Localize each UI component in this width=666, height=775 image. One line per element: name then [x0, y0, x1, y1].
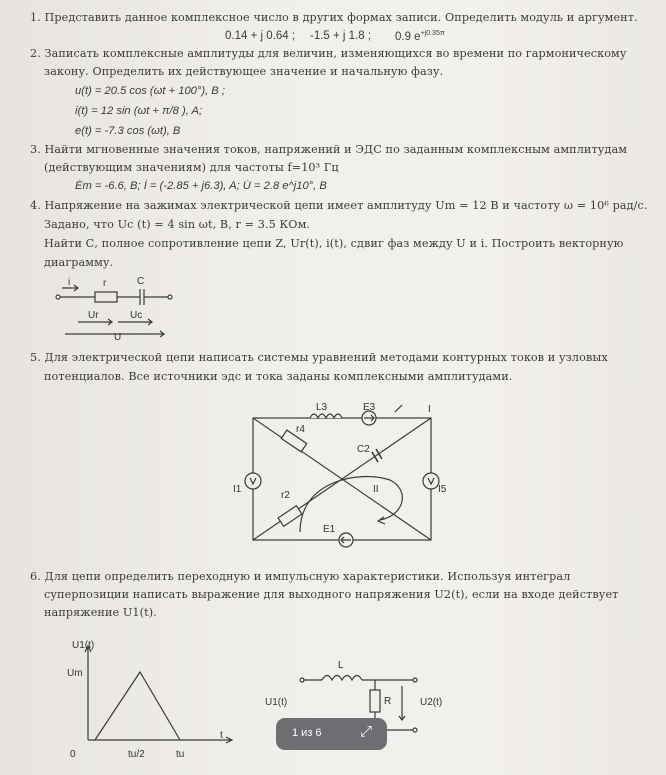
two-loop-circuit — [233, 402, 447, 547]
problem-4-line-2: Задано, что Uc (t) = 4 sin ωt, В, r = 3.5 КОм. — [44, 218, 311, 231]
resistor-r2 — [278, 506, 302, 527]
problem-1-number-3: 0.9 $e^{+j0.35\pi}$ — [395, 30, 445, 43]
problem-6-line-3: напряжение U1(t). — [44, 606, 157, 619]
rc-series-circuit — [56, 276, 172, 343]
graph-ylabel: U1(t) — [72, 640, 95, 651]
label-e3: E3 — [363, 402, 376, 413]
label-u1: U1(t) — [265, 697, 288, 708]
resistor-r — [95, 292, 117, 302]
label-uc: Uc — [130, 310, 143, 321]
label-c2: C2 — [357, 444, 370, 455]
graph-origin: 0 — [70, 749, 76, 760]
label-i5: I5 — [438, 484, 447, 495]
page-counter: 1 из 6 — [292, 727, 322, 739]
problem-4-line-1: 4. Напряжение на зажимах электрической цепи имеет амплитуду Um = 12 В и частоту ω = 10⁶ рад/с. — [30, 199, 648, 212]
current-source-i1 — [245, 473, 261, 489]
capacitor-c2 — [372, 452, 378, 462]
problem-2-line-1: 2. Записать комплексные амплитуды для величин, изменяющихся во времени по гармоническому — [30, 47, 627, 60]
problem-1-number-2: -1.5 + j 1.8 ; — [310, 30, 372, 42]
problem-5-line-2: потенциалов. Все источники эдс и тока заданы комплексными амплитудами. — [44, 370, 513, 383]
inductor-l3 — [310, 414, 342, 418]
problem-5-line-1: 5. Для электрической цепи написать системы уравнений методами контурных токов и узловых — [30, 351, 608, 364]
graph-um: Um — [67, 668, 83, 679]
problem-1-text: 1. Представить данное комплексное число в других формах записи. Определить модуль и аргумент. — [30, 11, 638, 24]
label-i: i — [68, 277, 71, 288]
page-indicator[interactable] — [276, 718, 387, 750]
label-ur: Ur — [88, 310, 99, 321]
label-r4: r4 — [296, 424, 305, 435]
problem-2-formula-i: i(t) = 12 sin (ωt + π/8 ), A; — [75, 105, 203, 117]
label-r2: r2 — [281, 490, 290, 501]
pulse-graph — [67, 640, 232, 760]
label-r: R — [384, 696, 392, 707]
current-source-i5 — [423, 473, 439, 489]
graph-t: t — [220, 730, 223, 741]
expand-icon[interactable]: ⤢ — [360, 723, 373, 740]
label-u: U — [114, 332, 122, 343]
problem-6-line-1: 6. Для цепи определить переходную и импульсную характеристики. Используя интеграл — [30, 570, 571, 583]
label-l: L — [338, 660, 344, 671]
label-i1: I1 — [233, 484, 242, 495]
label-u2: U2(t) — [420, 697, 443, 708]
problem-1-number-1: 0.14 + j 0.64 ; — [225, 30, 296, 42]
label-r: r — [103, 278, 107, 289]
problem-2-formula-e: e(t) = -7.3 cos (ωt), В — [75, 125, 181, 137]
problem-2-line-2: закону. Определить их действующее значение и начальную фазу. — [44, 65, 444, 78]
inductor-l — [322, 676, 362, 681]
problem-6-line-2: суперпозиции написать выражение для выходного напряжения U2(t), если на входе действует — [44, 588, 619, 601]
problem-4-line-4: диаграмму. — [44, 256, 114, 269]
problem-3-formula: Ėm = -6.6, В; İ = (-2.85 + j6.3), A; U̇ = 2.8 e^j10°, В — [75, 180, 327, 192]
problem-4-line-3: Найти С, полное сопротивление цепи Z, Ur(t), i(t), сдвиг фаз между U и i. Построить векторную — [44, 237, 624, 250]
label-e1: E1 — [323, 524, 336, 535]
label-i: I — [428, 404, 431, 415]
resistor-r — [370, 690, 380, 712]
problem-2-formula-u: u(t) = 20.5 cos (ωt + 100°), В ; — [75, 85, 225, 97]
problem-3-line-2: (действующим значениям) для частоты f=10³ Гц — [44, 161, 339, 174]
label-l3: L3 — [316, 402, 328, 413]
problem-3-line-1: 3. Найти мгновенные значения токов, напряжений и ЭДС по заданным комплексным амплитудам — [30, 143, 628, 156]
triangle-pulse — [95, 672, 180, 740]
graph-half: tu/2 — [128, 749, 145, 760]
label-ii: II — [373, 484, 379, 495]
graph-tu: tu — [176, 749, 185, 760]
label-c: C — [137, 276, 145, 287]
